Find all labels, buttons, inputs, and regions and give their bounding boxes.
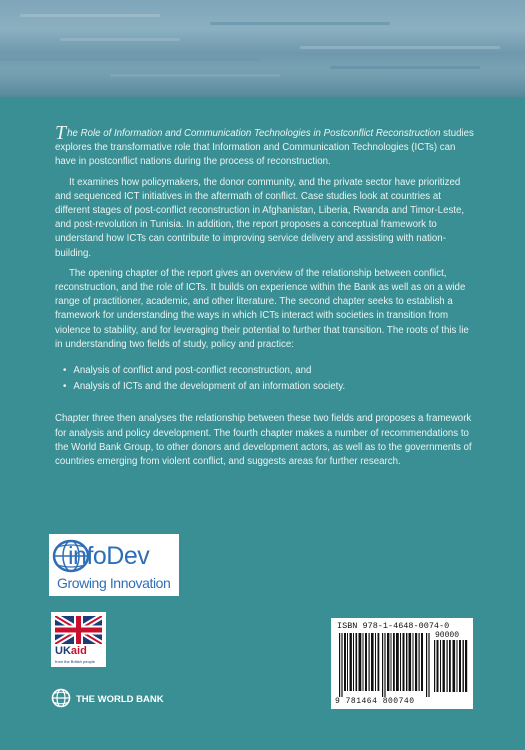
world-bank-wordmark: THE WORLD BANK	[76, 694, 164, 705]
union-jack-icon	[55, 616, 102, 644]
infodev-logo	[49, 534, 179, 596]
ean-barcode-bars	[339, 633, 431, 697]
paragraph-2: It examines how policymakers, the donor community, and the private sector have prioritized and sequenced ICT initiatives in the aftermath of conflict. Case studies look at countries at different stages of post-conflict reconstruction in Afghanistan, Liberia, Rwanda and Timor-Leste, and post-revolution in Tunisia. In addition, the report proposes a conceptual framework to understand how ICTs can contribute to improving service delivery and assisting with nation-building.	[55, 176, 465, 259]
list-item: • Analysis of conflict and post-conflict reconstruction, and	[63, 364, 475, 378]
paragraph-3: The opening chapter of the report gives an overview of the relationship between conflict, reconstruction, and the role of ICTs. It builds on experience within the Bank as well as on a wide range of practitioner, academic, and other literature. The second chapter seeks to establish a framework for understanding the ways in which ICTs interact with societies in transition from violence to stability, and for leveraging their potential to further that transition. The roots of this lie in understanding two fields of study, policy and practice:	[55, 267, 469, 350]
ean-number: 9 781464 800740	[335, 697, 415, 706]
back-cover-description	[55, 122, 475, 475]
ukaid-logo	[51, 612, 106, 667]
isbn-label: ISBN 978-1-4648-0074-0	[337, 621, 450, 631]
fields-list	[63, 364, 475, 394]
isbn-barcode	[331, 618, 473, 709]
book-title-italic: he Role of Information and Communication Technologies in Postconflict Reconstruction	[67, 128, 441, 139]
infodev-wordmark: infoDev	[68, 542, 150, 570]
infodev-tagline: Growing Innovation	[57, 575, 171, 591]
price-addon-number: 90000	[435, 631, 460, 640]
list-item: • Analysis of ICTs and the development of an information society.	[63, 380, 475, 394]
world-bank-globe-icon	[51, 688, 71, 708]
drop-cap: T	[55, 122, 67, 144]
intro-text: studies explores the transformative role that Information and Communication Technologies (ICTs) can have in postconflict nations during the process of reconstruction.	[55, 128, 474, 168]
ukaid-wordmark: UKaid	[55, 645, 87, 657]
addon-barcode-bars	[434, 640, 468, 692]
cover-photo-water	[0, 0, 525, 97]
ukaid-subtitle: from the British people	[55, 659, 96, 664]
paragraph-4: Chapter three then analyses the relationship between these two fields and proposes a framework for analysis and policy development. The fourth chapter makes a number of recommendations to the World Bank Group, to other donors and development actors, as well as to the governments of countries emerging from violent conflict, and suggests areas for further research.	[55, 413, 472, 468]
intro-paragraph	[55, 122, 475, 170]
